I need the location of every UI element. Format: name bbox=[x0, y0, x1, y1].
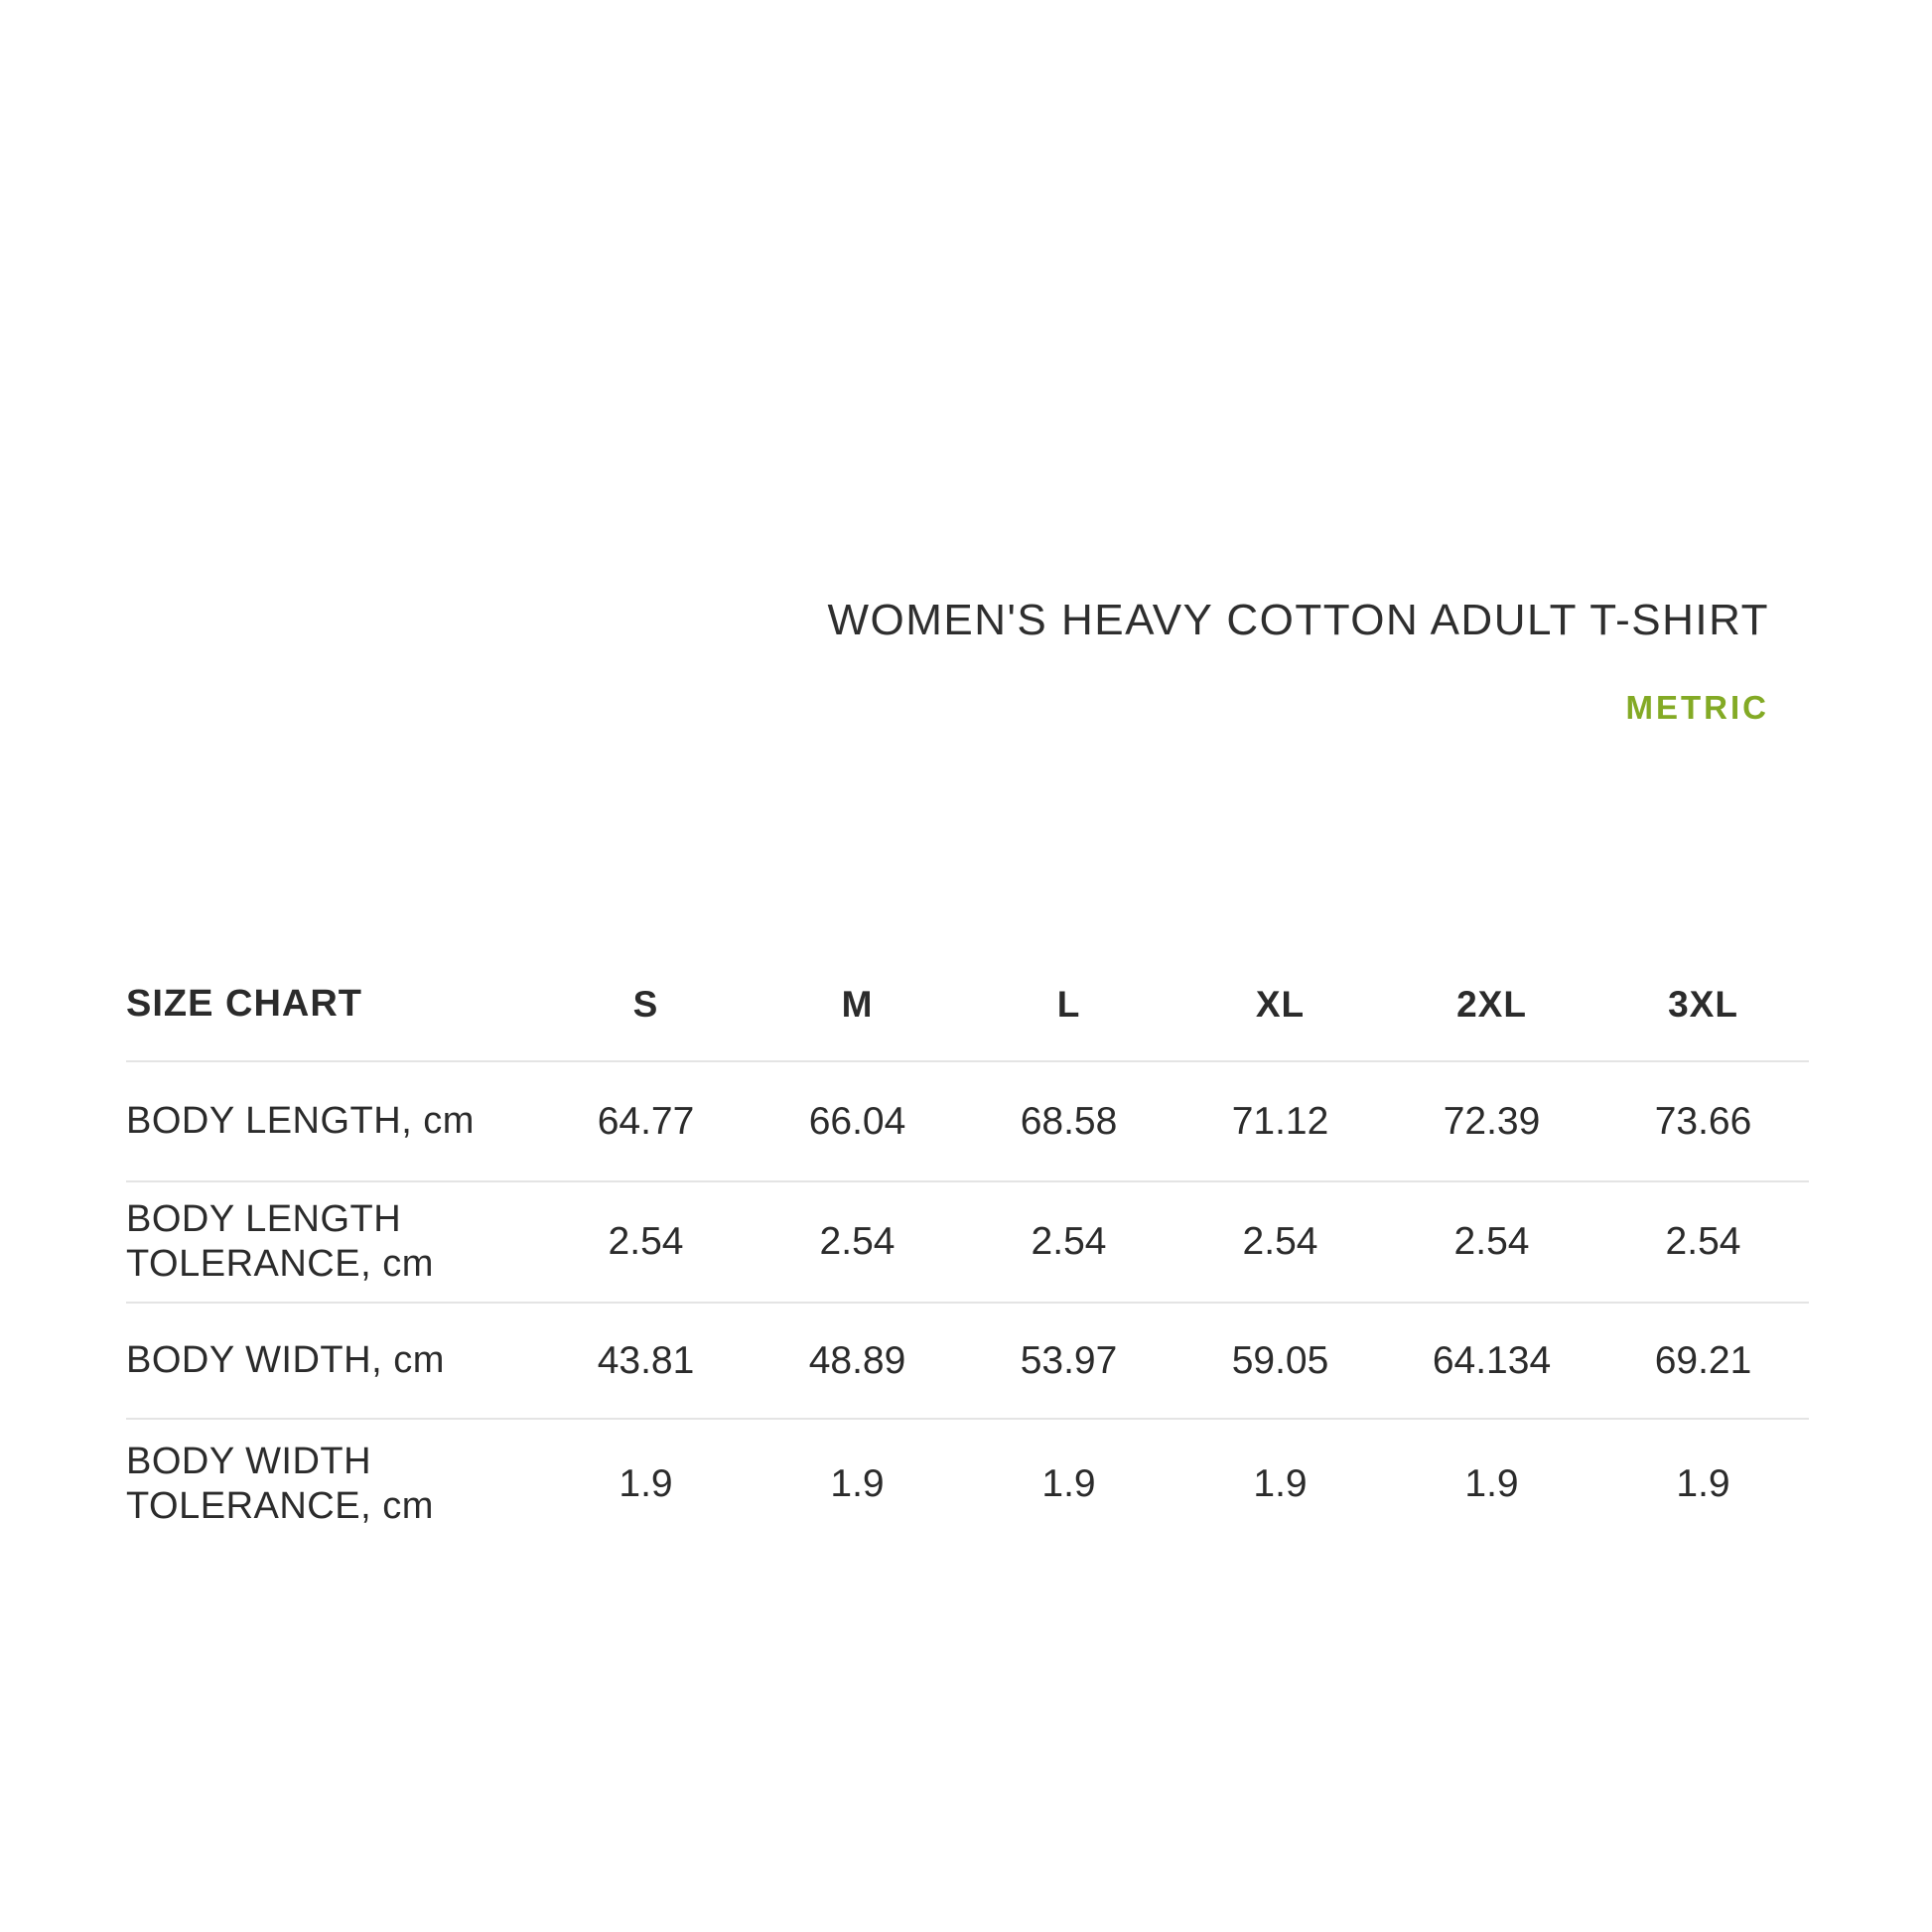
table-row-body-length bbox=[126, 1061, 1809, 1181]
size-chart-table bbox=[126, 948, 1809, 1548]
value-cell: 2.54 bbox=[1665, 1220, 1741, 1263]
value-cell: 73.66 bbox=[1654, 1099, 1752, 1143]
column-header-l: L bbox=[1056, 983, 1081, 1025]
value-cell: 59.05 bbox=[1231, 1338, 1329, 1382]
row-label: BODY WIDTH, cm bbox=[126, 1339, 445, 1381]
value-cell: 1.9 bbox=[1464, 1461, 1519, 1505]
product-title: WOMEN'S HEAVY COTTON ADULT T-SHIRT bbox=[827, 596, 1769, 644]
size-chart-heading: SIZE CHART bbox=[126, 983, 362, 1025]
value-cell: 2.54 bbox=[1453, 1220, 1530, 1263]
value-cell: 2.54 bbox=[1031, 1220, 1107, 1263]
table-row-body-width-tolerance bbox=[126, 1419, 1809, 1548]
row-label: BODY LENGTH, cm bbox=[126, 1100, 475, 1142]
value-cell: 2.54 bbox=[608, 1220, 684, 1263]
column-header-s: S bbox=[632, 983, 659, 1025]
value-cell: 71.12 bbox=[1231, 1099, 1329, 1143]
value-cell: 2.54 bbox=[1242, 1220, 1318, 1263]
unit-label-metric: METRIC bbox=[1625, 689, 1769, 726]
value-cell: 1.9 bbox=[830, 1461, 885, 1505]
row-label: BODY LENGTH TOLERANCE, cm bbox=[126, 1198, 434, 1285]
value-cell: 2.54 bbox=[819, 1220, 896, 1263]
value-cell: 1.9 bbox=[1253, 1461, 1308, 1505]
value-cell: 69.21 bbox=[1654, 1338, 1752, 1382]
value-cell: 72.39 bbox=[1443, 1099, 1541, 1143]
value-cell: 48.89 bbox=[808, 1338, 906, 1382]
value-cell: 1.9 bbox=[619, 1461, 673, 1505]
value-cell: 64.134 bbox=[1432, 1338, 1552, 1382]
table-row-body-width bbox=[126, 1303, 1809, 1419]
value-cell: 66.04 bbox=[808, 1099, 906, 1143]
value-cell: 43.81 bbox=[597, 1338, 695, 1382]
value-cell: 68.58 bbox=[1020, 1099, 1118, 1143]
row-label: BODY WIDTH TOLERANCE, cm bbox=[126, 1440, 434, 1527]
value-cell: 64.77 bbox=[597, 1099, 695, 1143]
column-header-2xl: 2XL bbox=[1456, 983, 1527, 1025]
header-row bbox=[126, 948, 1809, 1061]
table-row-body-length-tolerance bbox=[126, 1181, 1809, 1303]
column-header-3xl: 3XL bbox=[1668, 983, 1738, 1025]
value-cell: 1.9 bbox=[1041, 1461, 1096, 1505]
value-cell: 53.97 bbox=[1020, 1338, 1118, 1382]
column-header-xl: XL bbox=[1255, 983, 1306, 1025]
value-cell: 1.9 bbox=[1676, 1461, 1730, 1505]
column-header-m: M bbox=[841, 983, 874, 1025]
